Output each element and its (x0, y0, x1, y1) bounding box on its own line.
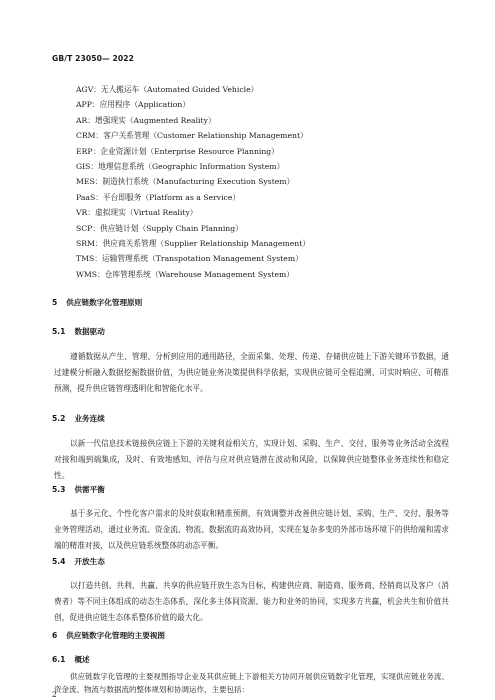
paragraph-6-1: 供应链数字化管理的主要视图指导企业及其供应链上下游相关方协同开展供应链数字化管理，实现供应链业务流、资金流、物流与数据流的整体规划和协调运作，主要包括： (54, 672, 449, 694)
subsection-title: 概述 (74, 655, 90, 664)
subsection-heading-5-1 (52, 326, 105, 337)
abbreviation-item: SCP：供应链计划（Supply Chain Planning） (76, 223, 243, 233)
abbreviation-item: PaaS：平台即服务（Platform as a Service） (76, 192, 241, 202)
subsection-number: 6.1 (52, 655, 66, 664)
subsection-number: 5.3 (52, 485, 66, 494)
section-heading-5 (52, 297, 142, 308)
subsection-title: 供需平衡 (74, 485, 105, 494)
subsection-number: 5.1 (52, 327, 66, 336)
subsection-heading-5-2 (52, 413, 105, 424)
abbreviation-item: AGV：无人搬运车（Automated Guided Vehicle） (76, 85, 259, 94)
abbreviation-item: CRM：客户关系管理（Customer Relationship Management） (76, 131, 308, 141)
abbreviation-item: GIS：地理信息系统（Geographic Information System） (76, 161, 285, 171)
section-heading-6 (52, 630, 165, 641)
abbreviation-item: TMS：运输管理系统（Transpotation Management System） (76, 254, 303, 264)
paragraph-5-1: 遵循数据从产生、管理、分析到应用的通用路径，全面采集、处理、传递、存储供应链上下游关键环节数据，通过建模分析融入数据挖掘数据价值，为供应链业务决策提供科学依据，实现供应链可全程追溯、可实时响应、可精准预测，提升供应链管理透明化和智能化水平。 (54, 352, 449, 393)
abbreviation-item: ERP：企业资源计划（Enterprise Resource Planning） (76, 146, 279, 156)
subsection-title: 业务连续 (74, 414, 105, 423)
subsection-number: 5.2 (52, 414, 66, 423)
subsection-title: 数据驱动 (74, 327, 105, 336)
section-number: 6 (52, 631, 58, 640)
paragraph-5-4: 以打造共创、共利、共赢、共享的供应链开放生态为目标，构建供应商、制造商、服务商、经销商以及客户（消费者）等不同主体组成的动态生态体系，深化多主体间资源、能力和业务的协同，实现多方共赢，机会共生和价值共创，促进供应链生态体系整体价值的最大化。 (54, 581, 449, 622)
standard-number: GB/T 23050— 2022 (52, 54, 135, 63)
section-title: 供应链数字化管理的主要视图 (66, 631, 166, 640)
section-title: 供应链数字化管理原则 (66, 298, 143, 307)
subsection-heading-5-3 (52, 484, 105, 495)
subsection-title: 开放生态 (74, 557, 105, 566)
abbreviation-list (76, 82, 310, 282)
paragraph-5-3: 基于多元化、个性化客户需求的及时获取和精准预测，有效调整并改善供应链计划、采购、生产、交付、服务等业务管理活动，通过业务流、资金流、物流、数据流的高效协同，实现在复杂多变的外部市场环境下的供给端和需求端的精准对接，以及供应链系统整体的动态平衡。 (54, 509, 449, 550)
subsection-number: 5.4 (52, 557, 66, 566)
subsection-heading-5-4 (52, 556, 105, 567)
abbreviation-item: SRM：供应商关系管理（Supplier Relationship Management） (76, 238, 311, 248)
subsection-heading-6-1 (52, 654, 90, 665)
abbreviation-item: MES：制造执行系统（Manufacturing Execution System） (76, 177, 295, 187)
paragraph-5-2: 以新一代信息技术链接供应链上下游的关键利益相关方，实现计划、采购、生产、交付、服务等业务活动全流程对接和端到端集成，及时、有效地感知、评估与应对供应链潜在波动和风险，以保障供应链整体业务连续性和稳定性。 (54, 439, 449, 480)
abbreviation-item: VR：虚拟现实（Virtual Reality） (76, 208, 198, 218)
abbreviation-item: APP：应用程序（Application） (76, 100, 191, 110)
page-number: 2 (52, 690, 57, 699)
abbreviation-item: AR：增强现实（Augmented Reality） (76, 115, 216, 125)
abbreviation-item: WMS：仓库管理系统（Warehouse Management System） (76, 269, 295, 279)
section-number: 5 (52, 298, 58, 307)
